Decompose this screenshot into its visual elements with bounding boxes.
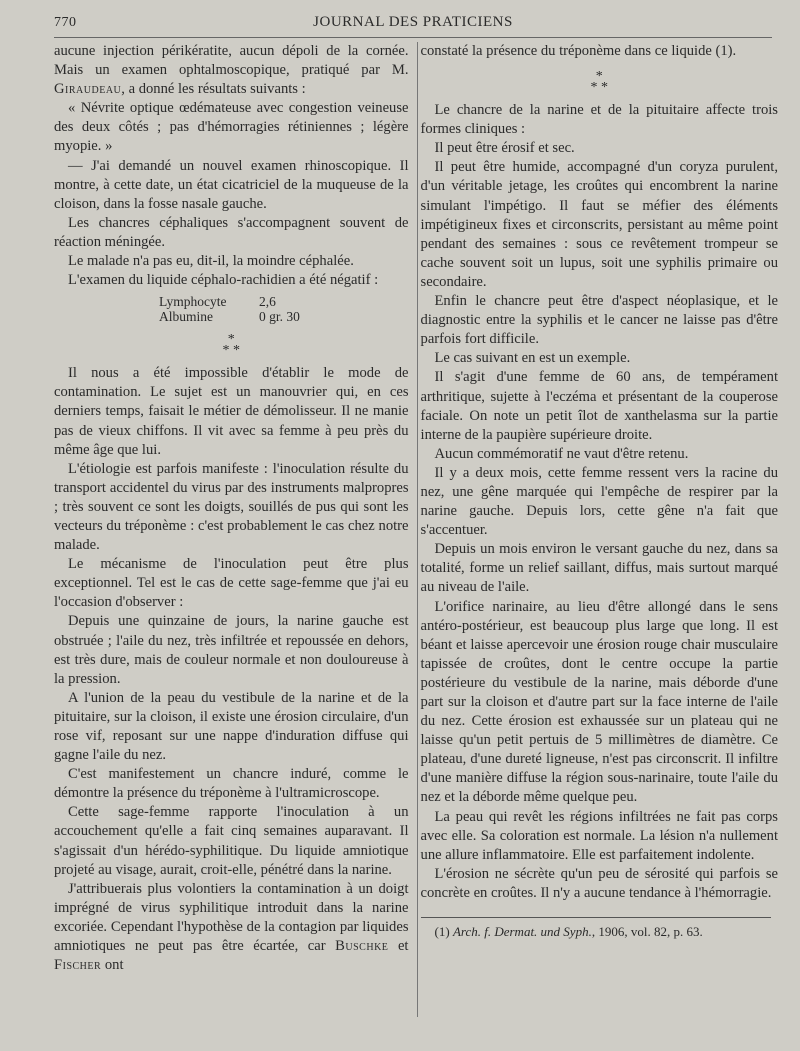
paragraph: Il peut être humide, accompagné d'un coryza purulent, d'un véritable jetage, les croûtes qui encombrent la narine simulant l'impétigo. Il faut se méfier des éléments impétigineux fixes et circonscrits, persistant au même point pendant des semaines : sous ce revêtement trompeur se cache souvent soit un lupus, soit une syphilis primaire ou secondaire. (420, 159, 778, 290)
paragraph: Il peut être érosif et sec. (434, 140, 575, 157)
paragraph: Depuis un mois environ le versant gauche du nez, dans sa totalité, forme un relief saillant, diffus, mais surtout marqué au niveau de l'aile. (420, 541, 778, 596)
paragraph: constaté la présence du tréponème dans ce liquide (1). (420, 43, 737, 59)
paragraph: Depuis une quinzaine de jours, la narine gauche est obstruée ; l'aile du nez, très infiltrée et repoussée en dehors, est très dure, mais de couleur normale et non douloureuse à la pression. (54, 613, 409, 687)
paragraph: L'orifice narinaire, au lieu d'être allongé dans le sens antéro-postérieur, est beaucoup plus large que long. Il est béant et laisse apercevoir une érosion rouge chair musculaire tapissée de croûtes, dont le centre occupe la partie postérieure du vestibule de la narine, mais déborde d'une part sur la cloison et d'autre part sur la face interne de l'aile du nez. Cette érosion est exhaussée sur un plateau qui ne laisse qu'un petit pertuis de 5 millimètres de diamètre. Ce plateau, d'une dureté ligneuse, n'est pas circonscrit. Il infiltre d'une manière diffuse la région sous-narinaire, toute l'aile du nez et la déborde même quelque peu. (420, 598, 778, 806)
paragraph: Enfin le chancre peut être d'aspect néoplasique, et le diagnostic entre la syphilis et le cancer ne laisse pas d'être parfois fort difficile. (420, 293, 778, 348)
paragraph: Cette sage-femme rapporte l'inoculation à un accouchement qu'elle a fait cinq semaines auparavant. Il s'agissait d'un hérédo-syphilitique. Du liquide amniotique projeté au visage, aurait, croit-elle, pénétré dans la narine. (54, 804, 409, 878)
quote-paragraph: « Névrite optique œdémateuse avec congestion veineuse des deux côtés ; pas d'hémorragies rétiniennes ; légère myopie. » (54, 100, 409, 155)
paragraph: Il nous a été impossible d'établir le mode de contamination. Le sujet est un manouvrier qui, en ces derniers temps, faisait le métier de démolisseur. Il ne manie pas de vieux chiffons. Il vit avec sa femme à peu près du même âge que lui. (54, 365, 409, 458)
paragraph: Il s'agit d'une femme de 60 ans, de tempérament arthritique, sujette à l'eczéma et présentant de la couperose faciale. On note un petit îlot de xanthelasma sur la partie interne de la paupière supérieure droite. (420, 369, 778, 443)
paragraph: Le chancre de la narine et de la pituitaire affecte trois formes cliniques : (420, 102, 778, 138)
footnote: (1) Arch. f. Dermat. und Syph., 1906, vol. 82, p. 63. (434, 924, 703, 940)
paragraph: Le mécanisme de l'inoculation peut être plus exceptionnel. Tel est le cas de cette sage-femme que j'ai eu l'occasion d'observer : (54, 556, 409, 611)
paragraph: L'érosion ne sécrète qu'un peu de sérosité qui parfois se concrète en croûtes. Il n'y a aucune tendance à l'hémorragie. (420, 865, 778, 901)
text-columns (54, 42, 778, 975)
paragraph: J'attribuerais plus volontiers la contamination à un doigt imprégné de virus syphilitique introduit dans la narine excoriée. Cependant l'hypothèse de la contagion par liquides amniotiques ne peut pas être écartée, car Buschke et Fischer ont (54, 880, 409, 974)
paragraph: L'examen du liquide céphalo-rachidien a été négatif : (68, 272, 379, 289)
table-row: Albumine 0 gr. 30 (159, 309, 300, 325)
paragraph: La peau qui revêt les régions infiltrées ne fait pas corps avec elle. Sa coloration est normale. La lésion n'a nullement une allure inflammatoire. Elle est parfaitement indolente. (420, 808, 778, 863)
paragraph: C'est manifestement un chancre induré, comme le démontre la présence du tréponème à l'ultramicroscope. (54, 766, 409, 802)
author-name: Buschke (335, 938, 389, 955)
section-separator: * * * (222, 332, 240, 359)
footnote-reference: Arch. f. Dermat. und Syph. (452, 924, 592, 940)
paragraph: Le malade n'a pas eu, dit-il, la moindre céphalée. (68, 253, 354, 270)
paragraph: Il y a deux mois, cette femme ressent vers la racine du nez, une gêne marquée qui l'empêche de respirer par la narine gauche. Depuis lors, cette gêne n'a fait que s'accentuer. (420, 464, 778, 539)
author-name: Giraudeau (54, 81, 122, 98)
section-separator: * * * (590, 69, 608, 96)
journal-title: JOURNAL DES PRATICIENS (313, 14, 513, 30)
paragraph: Les chancres céphaliques s'accompagnent souvent de réaction méningée. (54, 214, 409, 250)
running-head (54, 14, 772, 38)
footnote-rule (421, 917, 771, 918)
paragraph: A l'union de la peau du vestibule de la narine et de la pituitaire, sur la cloison, il existe une érosion circulaire, d'un rose vif, reposant sur une nappe d'induration diffuse qui gagne l'aile du nez. (54, 689, 409, 764)
paragraph: Aucun commémoratif ne vaut d'être retenu. (434, 445, 689, 462)
left-column (54, 42, 409, 975)
csf-results-table (159, 294, 409, 324)
paragraph: — J'ai demandé un nouvel examen rhinoscopique. Il montre, à cette date, un état cicatriciel de la muqueuse de la cloison, dans la fosse nasale gauche. (54, 157, 409, 212)
author-name: Fischer (54, 957, 102, 974)
right-column (421, 42, 778, 975)
page-number: 770 (54, 15, 77, 30)
paragraph: aucune injection périkératite, aucun dépoli de la cornée. Mais un examen ophtalmoscopique, pratiqué par M. Giraudeau, a donné les résultats suivants : (54, 43, 409, 98)
paragraph: Le cas suivant en est un exemple. (434, 350, 631, 367)
column-divider (417, 42, 418, 1017)
paragraph: L'étiologie est parfois manifeste : l'inoculation résulte du transport accidentel du virus par des instruments malpropres ; très souvent ce sont les doigts, souillés de pus qui sont les vecteurs du tréponème : c'est probablement le cas chez notre malade. (54, 460, 409, 554)
table-row: Lymphocyte 2,6 (159, 294, 276, 310)
